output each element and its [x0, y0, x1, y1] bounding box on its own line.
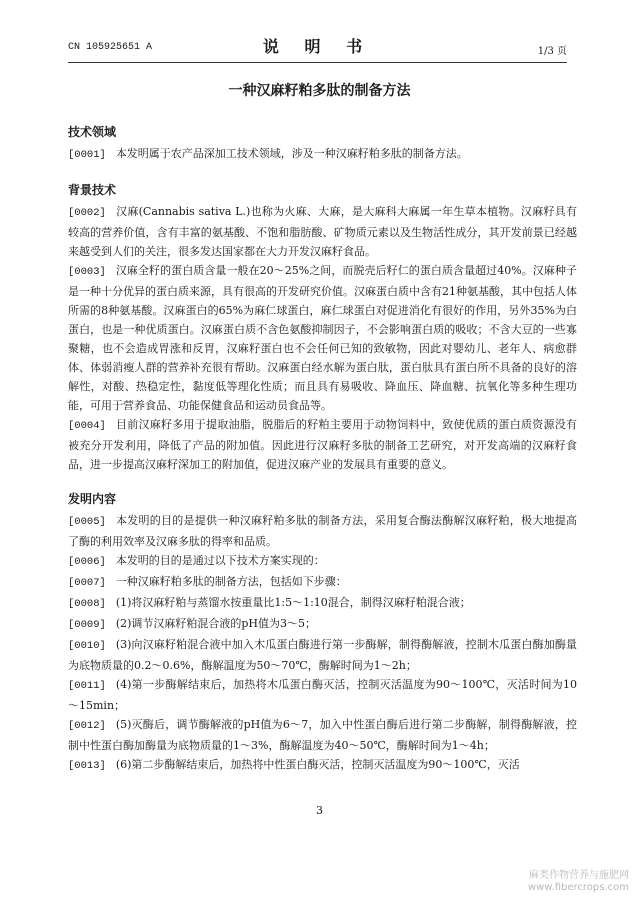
paragraph-text: 本发明属于农产品深加工技术领域，涉及一种汉麻籽粕多肽的制备方法。 [115, 147, 468, 160]
section-heading-invention: 发明内容 [68, 492, 117, 506]
paragraph-0004 [68, 415, 577, 474]
paragraph-text: 汉麻全籽的蛋白质含量一般在20～25%之间，而脱壳后籽仁的蛋白质含量超过40%。汉麻种子是一种十分优异的蛋白质来源，具有很高的开发研究价值。汉麻蛋白质中含有21种氨基酸，其中包括人体所需的8种氨基酸。汉麻蛋白的65%为麻仁球蛋白，麻仁球蛋白对促进消化有很好的作用，另外35%为白蛋白，也是一种优质蛋白。汉麻蛋白质不含色氨酸抑制因子，不会影响蛋白质的吸收；不含大豆的一些寡聚糖，也不会造成胃涨和反胃，汉麻籽蛋白也不会任何已知的致敏物，因此对婴幼儿、老年人、病愈群体、体弱消瘦人群的营养补充很有帮助。汉麻蛋白经水解为蛋白肽，蛋白肽具有蛋白所不具备的良好的溶解性，对酸、热稳定性，黏度低等理化性质；而且具有易吸收、降血压、降血糖、抗氧化等多种生理功能，可用于营养食品、功能保健食品和运动员食品等。 [68, 264, 577, 412]
paragraph-text: 汉麻(Cannabis sativa L.)也称为火麻、大麻，是大麻科大麻属一年生草本植物。汉麻籽具有较高的营养价值，含有丰富的氨基酸、不饱和脂肪酸、矿物质元素以及生物活性成分，其开发前景已经越来越受到人们的关注，很多发达国家都在大力开发汉麻籽食品。 [68, 205, 577, 258]
paragraph-0012 [68, 715, 577, 755]
paragraph-0005 [68, 511, 577, 551]
paragraph-number: [0013] [68, 760, 106, 772]
paragraph-text: 目前汉麻籽多用于提取油脂，脱脂后的籽粕主要用于动物饲料中，致使优质的蛋白质资源没有被充分开发利用，降低了产品的附加值。因此进行汉麻籽多肽的制备工艺研究，对开发高端的汉麻籽食品，进一步提高汉麻籽深加工的附加值，促进汉麻产业的发展具有重要的意义。 [68, 418, 577, 471]
paragraph-text: (2)调节汉麻籽粕混合液的pH值为3～5； [115, 617, 317, 630]
section-heading-tech-field: 技术领域 [68, 125, 117, 139]
paragraph-0009 [68, 614, 577, 635]
paragraph-0008 [68, 593, 577, 614]
paragraph-number: [0003] [68, 266, 106, 278]
document-body [68, 115, 577, 776]
paragraph-number: [0001] [68, 149, 106, 161]
paragraph-number: [0004] [68, 420, 106, 432]
watermark-site-name: 麻类作物营养与施肥网 [529, 870, 629, 881]
paragraph-number: [0009] [68, 619, 106, 631]
section-heading-background: 背景技术 [68, 183, 117, 197]
paragraph-text: (6)第二步酶解结束后，加热将中性蛋白酶灭活，控制灭活温度为90～100℃，灭活 [115, 758, 520, 771]
paragraph-number: [0006] [68, 556, 106, 568]
paragraph-0010 [68, 635, 577, 675]
page-number: 3 [316, 804, 323, 817]
paragraph-number: [0007] [68, 577, 106, 589]
paragraph-number: [0008] [68, 598, 106, 610]
page-header [68, 34, 567, 64]
paragraph-0003 [68, 261, 577, 415]
watermark [528, 870, 629, 894]
paragraph-text: (1)将汉麻籽粕与蒸馏水按重量比1:5～1:10混合，制得汉麻籽粕混合液； [115, 596, 471, 609]
paragraph-0013 [68, 755, 577, 776]
paragraph-text: (4)第一步酶解结束后，加热将木瓜蛋白酶灭活，控制灭活温度为90～100℃，灭活时间为10～15min； [68, 678, 577, 712]
paragraph-0001 [68, 144, 577, 165]
paragraph-number: [0011] [68, 680, 106, 692]
paragraph-text: (3)向汉麻籽粕混合液中加入木瓜蛋白酶进行第一步酶解，制得酶解液，控制木瓜蛋白酶加酶量为底物质量的0.2～0.6%，酶解温度为50～70℃，酶解时间为1～2h； [68, 638, 577, 672]
paragraph-text: (5)灭酶后，调节酶解液的pH值为6～7，加入中性蛋白酶后进行第二步酶解，制得酶解液，控制中性蛋白酶加酶量为底物质量的1～3%，酶解温度为40～50℃，酶解时间为1～4h； [68, 718, 577, 752]
paragraph-0007 [68, 572, 577, 593]
paragraph-0006 [68, 551, 577, 572]
header-divider [68, 62, 567, 63]
document-title: 一种汉麻籽粕多肽的制备方法 [228, 83, 411, 99]
paragraph-text: 本发明的目的是通过以下技术方案实现的： [115, 554, 325, 567]
document-type: 说 明 书 [262, 37, 373, 56]
paragraph-text: 一种汉麻籽粕多肽的制备方法，包括如下步骤： [115, 575, 347, 588]
paragraph-number: [0010] [68, 640, 106, 652]
paragraph-number: [0005] [68, 516, 106, 528]
paragraph-number: [0002] [68, 207, 106, 219]
page-count: 1/3 页 [537, 46, 567, 57]
watermark-url: www.fibercrops.com [527, 882, 629, 893]
paragraph-0002 [68, 202, 577, 261]
patent-number: CN 105925651 A [68, 42, 153, 53]
paragraph-text: 本发明的目的是提供一种汉麻籽粕多肽的制备方法，采用复合酶法酶解汉麻籽粕，极大地提高了酶的利用效率及汉麻多肽的得率和品质。 [68, 514, 577, 548]
paragraph-number: [0012] [68, 720, 106, 732]
paragraph-0011 [68, 675, 577, 715]
